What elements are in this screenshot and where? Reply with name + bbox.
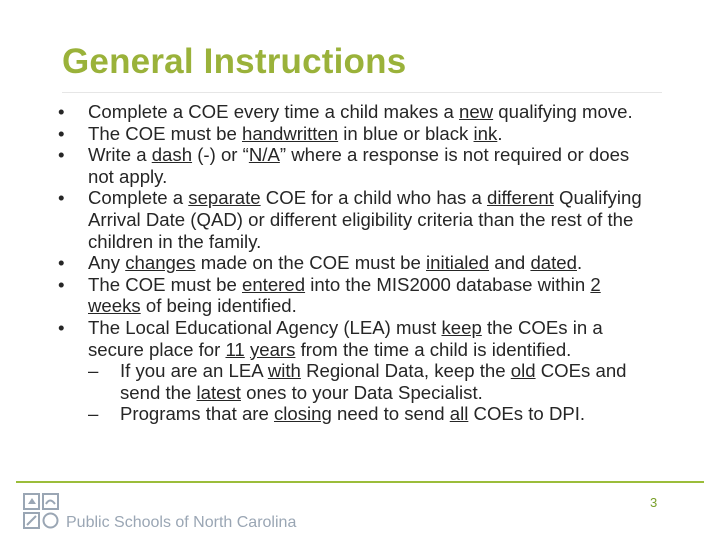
emphasized-text: dated xyxy=(530,252,577,274)
text-segment: The COE must be xyxy=(88,273,242,295)
bullet-text xyxy=(88,187,642,251)
school-logo-icon xyxy=(22,492,62,532)
emphasized-text: different xyxy=(486,187,554,209)
bullet-item xyxy=(58,123,658,145)
emphasized-text: dash xyxy=(151,144,193,166)
text-segment: The Local Educational Agency (LEA) must xyxy=(88,316,442,338)
page-number: 3 xyxy=(650,495,658,510)
bullet-text xyxy=(88,144,629,187)
emphasized-text: old xyxy=(510,360,536,382)
emphasized-text: handwritten xyxy=(241,122,339,144)
bullet-text xyxy=(88,252,582,273)
bullet-list xyxy=(58,101,658,425)
text-segment: qualifying move. xyxy=(493,101,633,122)
text-segment: (-) or “ xyxy=(192,144,249,166)
text-segment: ones to your Data Specialist. xyxy=(240,381,483,403)
emphasized-text: all xyxy=(449,403,469,425)
emphasized-text: entered xyxy=(241,273,306,295)
text-segment: Write a xyxy=(88,144,152,166)
text-segment: ” where a response is not required or does not apply. xyxy=(88,144,630,187)
emphasized-text: keep xyxy=(441,316,482,338)
emphasized-text: latest xyxy=(196,381,241,403)
text-segment: Complete a COE every time a child makes a xyxy=(88,101,459,122)
bullet-text xyxy=(88,274,601,317)
bullet-item xyxy=(58,101,658,123)
bullet-item xyxy=(58,187,658,252)
text-segment: the COEs in a secure place for xyxy=(88,316,603,360)
text-segment: The COE must be xyxy=(88,122,242,144)
title-divider xyxy=(62,92,662,93)
text-segment: . xyxy=(576,252,583,274)
emphasized-text: 11 xyxy=(225,338,245,360)
bullet-text xyxy=(88,101,633,122)
text-segment: of being identified. xyxy=(140,295,297,317)
text-segment: COEs and send the xyxy=(120,360,627,403)
text-segment: Complete a xyxy=(88,187,189,209)
emphasized-text: changes xyxy=(125,252,196,274)
text-segment: Regional Data, keep the xyxy=(300,360,511,382)
emphasized-text: N/A xyxy=(248,144,280,166)
text-segment: in blue or black xyxy=(338,122,474,144)
slide-title: General Instructions xyxy=(62,42,407,81)
emphasized-text: ink xyxy=(473,122,498,144)
bullet-item xyxy=(58,317,658,425)
text-segment: Programs that are xyxy=(120,403,274,425)
sub-bullet-item xyxy=(88,360,658,403)
text-segment: from the time a child is identified. xyxy=(295,338,572,360)
sub-bullet-list xyxy=(88,360,658,425)
bullet-item xyxy=(58,252,658,274)
emphasized-text: with xyxy=(267,360,301,382)
text-segment: Any xyxy=(88,252,126,274)
text-segment: COEs to DPI. xyxy=(468,403,586,425)
emphasized-text: new xyxy=(459,101,494,122)
bullet-item xyxy=(58,144,658,187)
footer-org-name: Public Schools of North Carolina xyxy=(66,514,297,531)
text-segment: made on the COE must be xyxy=(195,252,427,274)
emphasized-text: separate xyxy=(188,187,261,209)
slide-content xyxy=(58,101,658,425)
emphasized-text: closing xyxy=(273,403,332,425)
bullet-text xyxy=(88,317,603,360)
bullet-item xyxy=(58,274,658,317)
emphasized-text: years xyxy=(249,338,296,360)
text-segment: COE for a child who has a xyxy=(260,187,487,209)
text-segment: Qualifying Arrival Date (QAD) or different eligibility criteria than the rest of the children in the family. xyxy=(88,187,642,252)
text-segment: . xyxy=(497,122,503,144)
text-segment: need to send xyxy=(331,403,450,425)
footer-divider xyxy=(16,481,704,483)
text-segment: and xyxy=(489,252,531,274)
bullet-text xyxy=(88,123,502,144)
text-segment: If you are an LEA xyxy=(120,360,268,382)
sub-bullet-item xyxy=(88,403,658,425)
text-segment: into the MIS2000 database within xyxy=(305,273,591,295)
emphasized-text: initialed xyxy=(426,252,490,274)
emphasized-text: 2 weeks xyxy=(88,273,601,317)
